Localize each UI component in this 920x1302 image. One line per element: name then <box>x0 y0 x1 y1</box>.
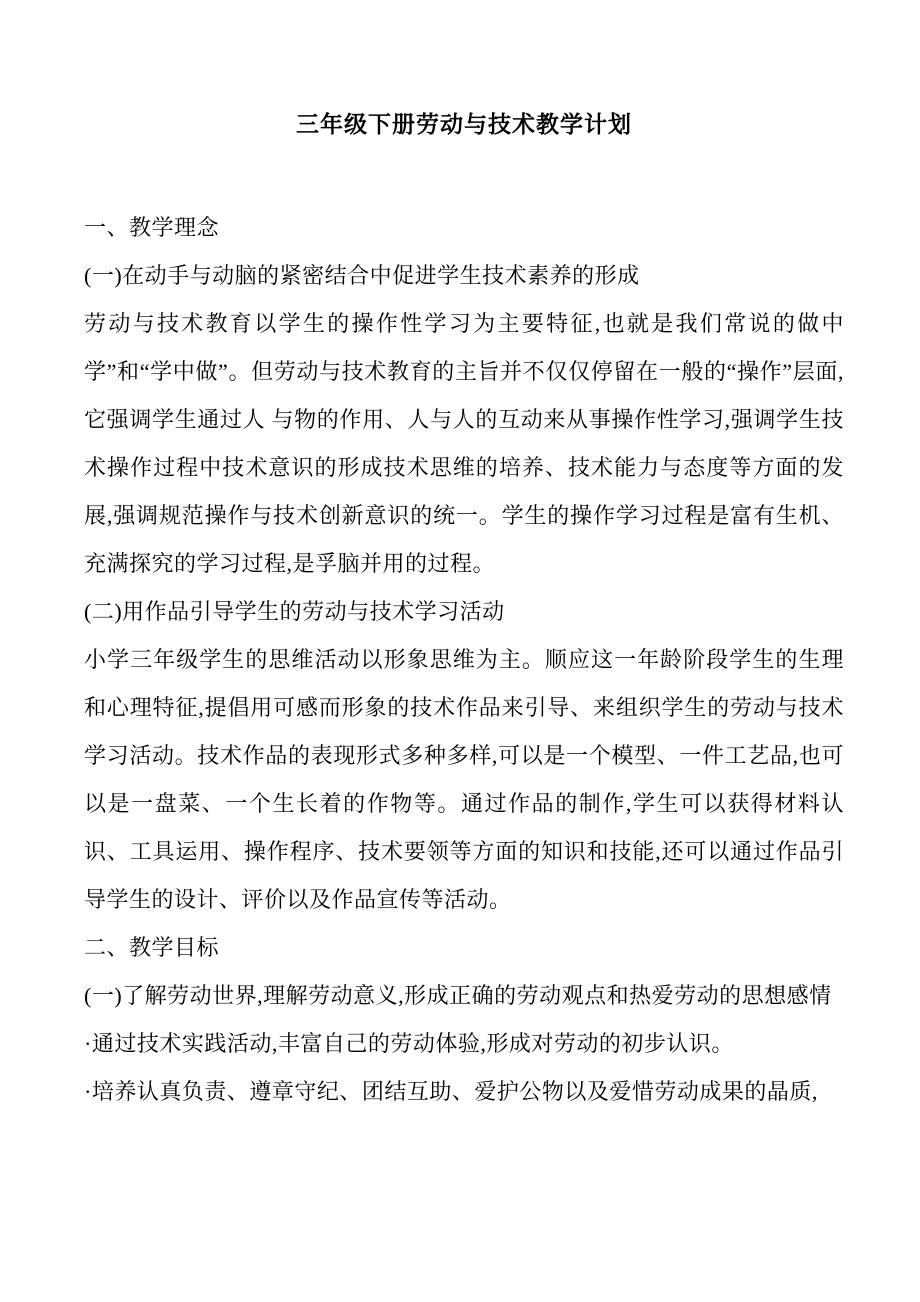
document-paragraph: 一、教学理念 <box>84 215 220 240</box>
document-paragraph: ·通过技术实践活动,丰富自己的劳动体验,形成对劳动的初步认识。 <box>84 1031 734 1056</box>
document-body <box>84 204 844 1116</box>
document-paragraph: (一)了解劳动世界,理解劳动意义,形成正确的劳动观点和热爱劳动的思想感情 <box>84 983 832 1008</box>
document-paragraph: 小学三年级学生的思维活动以形象思维为主。顺应这一年龄阶段学生的生理和心理特征,提倡用可感而形象的技术作品来引导、来组织学生的劳动与技术学习活动。技术作品的表现形式多种多样,可以是一个模型、一件工艺品,也可以是一盘菜、一个生长着的作物等。通过作品的制作,学生可以获得材料认识、工具运用、操作程序、技术要领等方面的知识和技能,还可以通过作品引导学生的设计、评价以及作品宣传等活动。 <box>84 647 844 912</box>
document-paragraph: 二、教学目标 <box>84 935 220 960</box>
document-paragraph: (二)用作品引导学生的劳动与技术学习活动 <box>84 599 505 624</box>
document-paragraph: 劳动与技术教育以学生的操作性学习为主要特征,也就是我们常说的做中学”和“学中做”。但劳动与技术教育的主旨并不仅仅停留在一般的“操作”层面,它强调学生通过人 与物的作用、人与人的互动来从事操作性学习,强调学生技术操作过程中技术意识的形成技术思维的培养、技术能力与态度等方面的发展,强调规范操作与技术创新意识的统一。学生的操作学习过程是富有生机、充满探究的学习过程,是孚脑并用的过程。 <box>84 311 844 576</box>
document-title: 三年级下册劳动与技术教学计划 <box>296 112 632 137</box>
document-paragraph: ·培养认真负责、遵章守纪、团结互助、爱护公物以及爱惜劳动成果的晶质, <box>84 1079 818 1104</box>
document-paragraph: (一)在动手与动脑的紧密结合中促进学生技术素养的形成 <box>84 263 640 288</box>
